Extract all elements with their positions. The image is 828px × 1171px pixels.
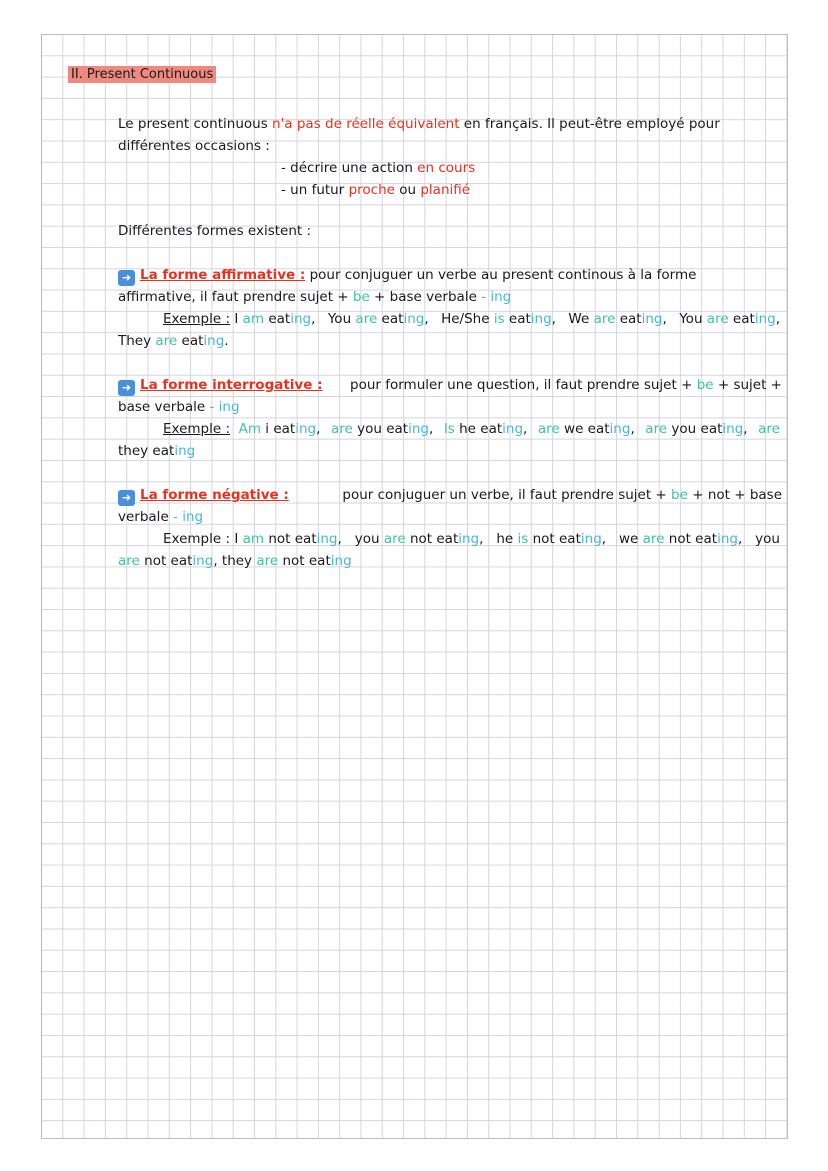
ex-base: you eat: [667, 421, 723, 437]
bullet-1: [281, 157, 681, 179]
ex-base: eat: [377, 311, 404, 327]
affirmative-text: + base verbale: [369, 289, 482, 305]
ex-sep: ,: [630, 421, 635, 437]
ex-verb: is: [493, 311, 505, 327]
affirmative-text: affirmative, il faut prendre sujet +: [118, 289, 353, 305]
interrogative-text: + sujet +: [713, 377, 782, 393]
ex-subject: I: [230, 311, 243, 327]
ex-base: eat: [177, 333, 204, 349]
ex-subject: He/She: [436, 311, 494, 327]
bullet-text: - un futur: [281, 182, 349, 198]
ex-sep: ,: [424, 311, 429, 327]
ex-verb: are: [642, 531, 665, 547]
ex-verb: are: [706, 311, 729, 327]
ex-subject: he: [492, 531, 518, 547]
ex-base: not eat: [139, 553, 193, 569]
ex-subject: they: [217, 553, 257, 569]
ex-subject: They: [118, 333, 156, 349]
ex-verb: is: [517, 531, 529, 547]
ex-base: eat: [264, 311, 291, 327]
ex-ing: ing: [408, 421, 429, 437]
ex-base: not eat: [264, 531, 317, 547]
ex-ing: ing: [754, 311, 776, 327]
ex-ing: ing: [174, 443, 196, 459]
ex-sep: ,: [551, 311, 556, 327]
ex-ing: ing: [192, 553, 214, 569]
bullet-text: ou: [394, 182, 421, 198]
intro-highlight: n'a pas de réelle équivalent: [272, 116, 460, 132]
interrogative-line-2: [118, 396, 782, 418]
ex-verb: are: [758, 421, 780, 437]
section-title: II. Present Continuous: [68, 66, 216, 83]
ex-base: he eat: [454, 421, 503, 437]
ex-base: we eat: [559, 421, 610, 437]
ex-subject: you: [750, 531, 780, 547]
intro-text: Le present continuous: [118, 116, 273, 132]
bullet-highlight: planifié: [420, 182, 471, 198]
affirmative-line-1: [118, 264, 782, 286]
ex-ing: ing: [580, 531, 602, 547]
negative-text: verbale: [118, 509, 174, 525]
ex-base: eat: [504, 311, 531, 327]
interrogative-example-end: [118, 440, 782, 462]
negative-text: + not + base: [687, 487, 782, 503]
ex-sep: ,: [311, 311, 316, 327]
ex-sep: ,: [337, 531, 342, 547]
ex-sep: .: [224, 333, 229, 349]
arrow-right-icon: ➜: [118, 380, 135, 396]
negative-text: pour conjuguer un verbe, il faut prendre sujet +: [338, 487, 672, 503]
example-label: Exemple :: [163, 311, 231, 327]
ex-base: eat: [615, 311, 642, 327]
be-keyword: be: [671, 487, 688, 503]
ex-ing: ing: [290, 311, 312, 327]
ex-ing: ing: [502, 421, 524, 437]
ex-ing: ing: [203, 333, 225, 349]
ex-verb: am: [242, 311, 265, 327]
bullet-highlight: proche: [348, 182, 395, 198]
intro-line-2: différentes occasions :: [118, 138, 270, 154]
be-keyword: be: [352, 289, 370, 305]
ex-sep: ,: [428, 421, 434, 437]
bullet-2: [281, 179, 681, 201]
ex-base: not eat: [278, 553, 331, 569]
interrogative-header: La forme interrogative :: [140, 377, 323, 393]
ex-ing: ing: [458, 531, 480, 547]
ex-verb: are: [383, 531, 406, 547]
arrow-right-icon: ➜: [118, 270, 135, 286]
ex-verb: Is: [443, 421, 455, 437]
ex-verb: are: [645, 421, 668, 437]
ex-subject: You: [323, 311, 356, 327]
ex-base: not eat: [528, 531, 581, 547]
negative-header: La forme négative :: [140, 487, 289, 503]
negative-example-end: [118, 550, 782, 572]
ex-base: not eat: [405, 531, 459, 547]
arrow-right-icon: ➜: [118, 490, 135, 506]
negative-example: [163, 528, 780, 550]
ex-verb: Am: [238, 421, 262, 437]
ex-ing: ing: [717, 531, 738, 547]
ex-sep: ,: [743, 421, 748, 437]
affirmative-header: La forme affirmative :: [140, 267, 306, 283]
ex-subject: We: [564, 311, 594, 327]
ex-sep: ,: [662, 311, 667, 327]
interrogative-line-1: [118, 374, 782, 396]
affirmative-example-end: [118, 330, 782, 352]
ex-ing: ing: [530, 311, 552, 327]
ex-base: not eat: [664, 531, 718, 547]
ex-verb: are: [118, 553, 140, 569]
ex-ing: ing: [641, 311, 663, 327]
ex-ing: ing: [295, 421, 317, 437]
ex-sep: ,: [523, 421, 528, 437]
ing-keyword: - ing: [173, 509, 204, 525]
ex-verb: am: [242, 531, 265, 547]
ex-base: you eat: [352, 421, 409, 437]
ex-sep: ,: [213, 553, 218, 569]
ex-base: eat: [728, 311, 755, 327]
formes-line: Différentes formes existent :: [118, 223, 312, 239]
ex-base: i eat: [261, 421, 296, 437]
ex-verb: are: [256, 553, 279, 569]
example-label: Exemple :: [163, 421, 231, 437]
interrogative-example: [163, 418, 780, 440]
intro-text: en français. Il peut-être employé pour: [459, 116, 720, 132]
ing-keyword: - ing: [209, 399, 240, 415]
affirmative-text: pour conjuguer un verbe au present continous à la forme: [305, 267, 697, 283]
ex-verb: are: [330, 421, 353, 437]
intro-line-1: [118, 113, 782, 135]
ex-sep: ,: [737, 531, 743, 547]
ex-verb: are: [355, 311, 378, 327]
ex-ing: ing: [330, 553, 352, 569]
ex-ing: ing: [403, 311, 425, 327]
ex-sep: ,: [775, 311, 780, 327]
ex-verb: are: [155, 333, 178, 349]
bullet-text: - décrire une action: [281, 160, 418, 176]
ing-keyword: - ing: [481, 289, 512, 305]
ex-ing: ing: [316, 531, 338, 547]
interrogative-text: base verbale: [118, 399, 210, 415]
ex-subject: you: [350, 531, 384, 547]
negative-line-2: [118, 506, 782, 528]
affirmative-example: [163, 308, 780, 330]
ex-subject: You: [674, 311, 707, 327]
interrogative-text: pour formuler une question, il faut prendre sujet +: [345, 377, 697, 393]
negative-line-1: [118, 484, 782, 506]
ex-sep: ,: [316, 421, 321, 437]
ex-subject: we: [614, 531, 643, 547]
ex-ing: ing: [722, 421, 744, 437]
ex-base: they eat: [118, 443, 175, 459]
ex-verb: are: [537, 421, 560, 437]
bullet-highlight: en cours: [417, 160, 476, 176]
ex-ing: ing: [609, 421, 631, 437]
ex-sep: ,: [479, 531, 484, 547]
be-keyword: be: [696, 377, 714, 393]
ex-subject: I: [230, 531, 243, 547]
affirmative-line-2: [118, 286, 782, 308]
example-label: Exemple :: [163, 531, 231, 547]
ex-verb: are: [593, 311, 616, 327]
ex-sep: ,: [601, 531, 607, 547]
